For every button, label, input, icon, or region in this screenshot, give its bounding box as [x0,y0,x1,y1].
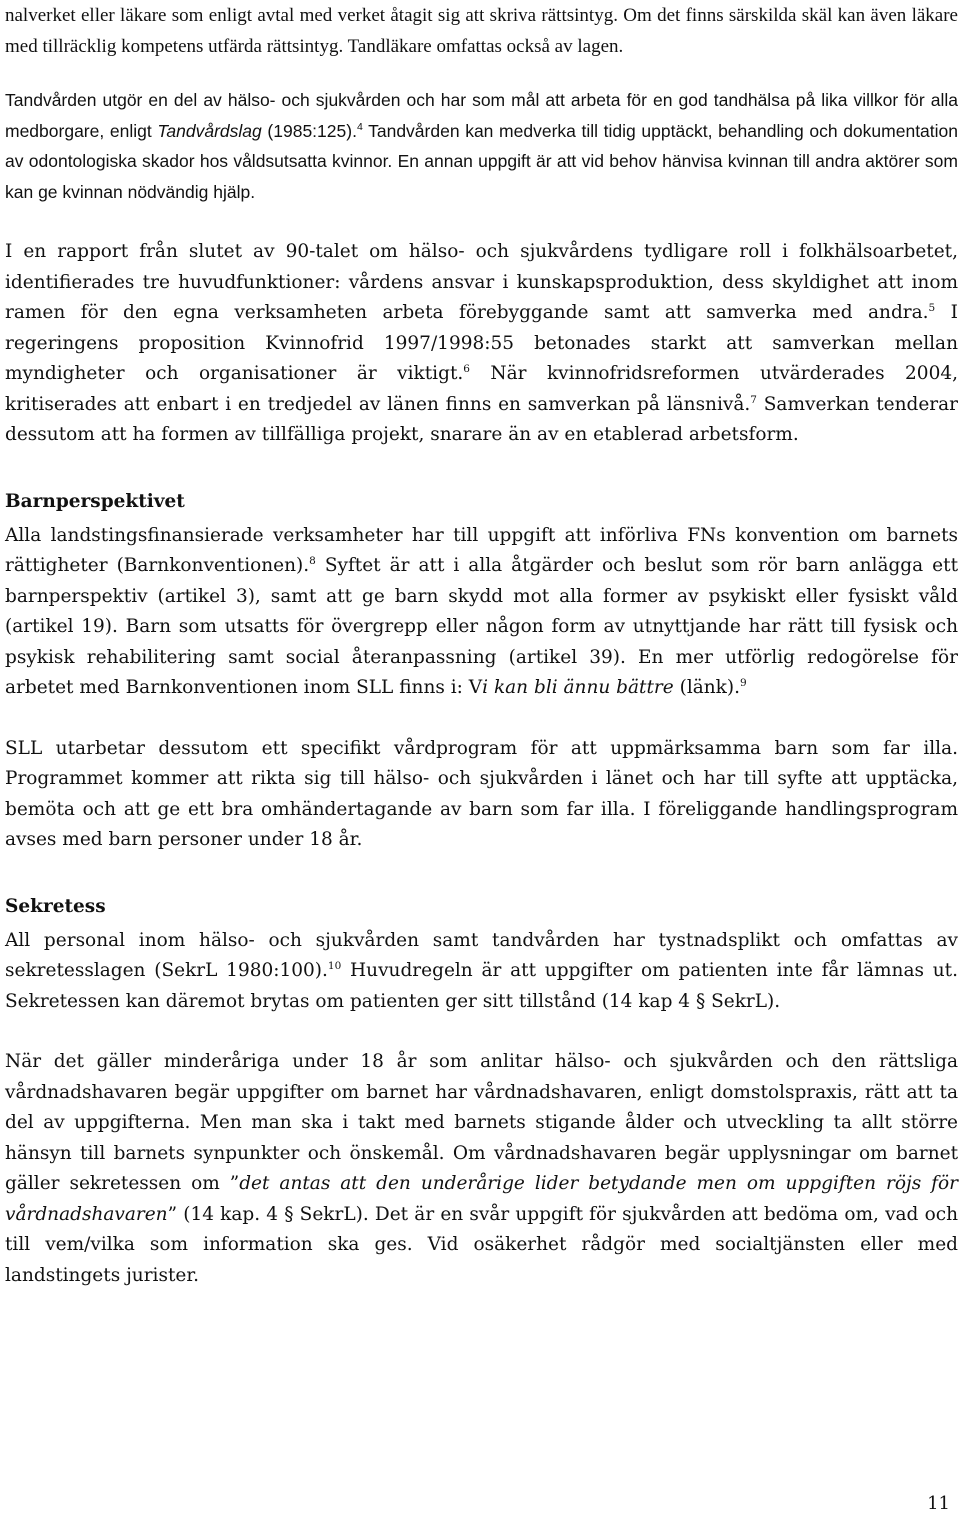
paragraph-text: När kvinnofridsreformen utvärderades 2004, kritiserades att enbart i en tredjedel av länen finns en samverkan på länsnivå. [5,363,958,415]
paragraph-text: ” (14 kap. 4 § SekrL). Det är en svår uppgift för sjukvården att bedöma om, vad och till vem/vilka som information ska ges. Vid osäkerhet rådgör med socialtjänsten eller med landstingets jurister. [5,1203,958,1286]
paragraph-text: All personal inom hälso- och sjukvården samt tandvården har tystnadsplikt och omfattas av sekretesslagen (SekrL 1980:100). [5,929,958,981]
paragraph-text: Huvudregeln är att uppgifter om patienten inte får lämnas ut. Sekretessen kan däremot brytas om patienten ger sitt tillstånd (14 kap 4 § SekrL). [5,960,958,1012]
paragraph-text: Samverkan tenderar dessutom att ha formen av tillfälliga projekt, snarare än av en etablerad arbetsform. [5,393,958,445]
paragraph-text: I regeringens proposition Kvinnofrid 1997/1998:55 betonades starkt att samverkan mellan myndigheter och organisationer är viktigt. [5,302,958,384]
footnote-ref[interactable]: 10 [327,960,342,972]
footnote-ref[interactable]: 6 [463,363,470,375]
paragraph-text: SLL utarbetar dessutom ett specifikt vårdprogram för att uppmärksamma barn som far illa. Programmet kommer att rikta sig till hälso- och sjukvården i länet och har till syfte att upptäcka, bemöta och att ge ett bra omhändertagande av barn som far illa. I föreliggande handlingsprogram avses med barn personer under 18 år. [5,737,958,850]
paragraph-text: nalverket eller läkare som enligt avtal med verket åtagit sig att skriva rättsintyg. Om det finns särskilda skäl kan även läkare med tillräcklig kompetens utfärda rättsintyg. Tandläkare omfattas också av lagen. [5,5,958,57]
paragraph-text: I en rapport från slutet av 90-talet om hälso- och sjukvårdens tydligare roll i folkhälsoarbetet, identifierades tre huvudfunktioner: vårdens ansvar i kunskapsproduktion, dess skyldighet att inom ramen för den egna verksamheten arbeta förebyggande samt att samverka med andra. [5,241,958,323]
paragraph-rattsintyg [5,0,958,62]
paragraph-text: Tandvården kan medverka till tidig upptäckt, behandling och dokumentation av odontologiska skador hos våldsutsatta kvinnor. En annan uppgift är att vid behov hänvisa kvinnan till andra aktörer som kan ge kvinnan nödvändig hjälp. [5,120,959,202]
paragraph-tystnadsplikt [5,926,958,1018]
section-heading-barnperspektivet: Barnperspektivet [5,490,185,512]
quoted-law-text: det antas att den underårige lider betydande men om uppgiften röjs för vårdnadshavaren [5,1173,958,1225]
paragraph-vardprogram [5,734,958,856]
paragraph-text: Syftet är att i alla åtgärder och beslut som rör barn anlägga ett barnperspektiv (artikel 3), samt att ge barn skydd mot alla former av psykiskt eller fysiskt våld (artikel 19). Barn som utsatts för övergrepp eller någon form av utnyttjande har rätt till fysisk och psykisk rehabilitering samt social återanpassning (artikel 39). En mer utförlig redogörelse för arbetet med Barnkonventionen inom SLL finns i: V [5,555,958,698]
footnote-ref[interactable]: 7 [750,393,757,406]
paragraph-text: Alla landstingsfinansierade verksamheter har till uppgift att införliva FNs konvention om barnets rättigheter (Barnkonventionen). [5,524,958,576]
page-number: 11 [927,1493,950,1514]
paragraph-tandvarden [5,85,958,207]
document-page [5,0,958,1291]
footnote-ref[interactable]: 9 [740,677,747,689]
footnote-ref[interactable]: 5 [928,302,936,314]
law-title: Tandvårdslag [157,120,262,141]
paragraph-minderariga [5,1047,958,1291]
section-heading-sekretess: Sekretess [5,895,106,917]
paragraph-text: (1985:125). [261,120,357,141]
document-title: i kan bli ännu bättre [482,677,674,698]
paragraph-text: Tandvården utgör en del av hälso- och sjukvården och har som mål att arbeta för en god tandhälsa på lika villkor för alla medborgare, enligt [5,90,958,141]
paragraph-barnkonventionen [5,521,958,704]
paragraph-samverkan [5,237,958,451]
footnote-ref[interactable]: 4 [356,120,363,133]
footnote-ref[interactable]: 8 [309,555,316,567]
link-text[interactable]: (länk). [673,677,740,698]
paragraph-text: När det gäller minderåriga under 18 år som anlitar hälso- och sjukvården och den rättsliga vårdnadshavaren begär uppgifter om barnet har vårdnadshavaren, enligt domstolspraxis, rätt att ta del av uppgifterna. Men man ska i takt med barnets stigande ålder och utveckling ta allt större hänsyn till barnets synpunkter och önskemål. Om vårdnadshavaren begär upplysningar om barnet gäller sekretessen om ” [5,1051,958,1194]
